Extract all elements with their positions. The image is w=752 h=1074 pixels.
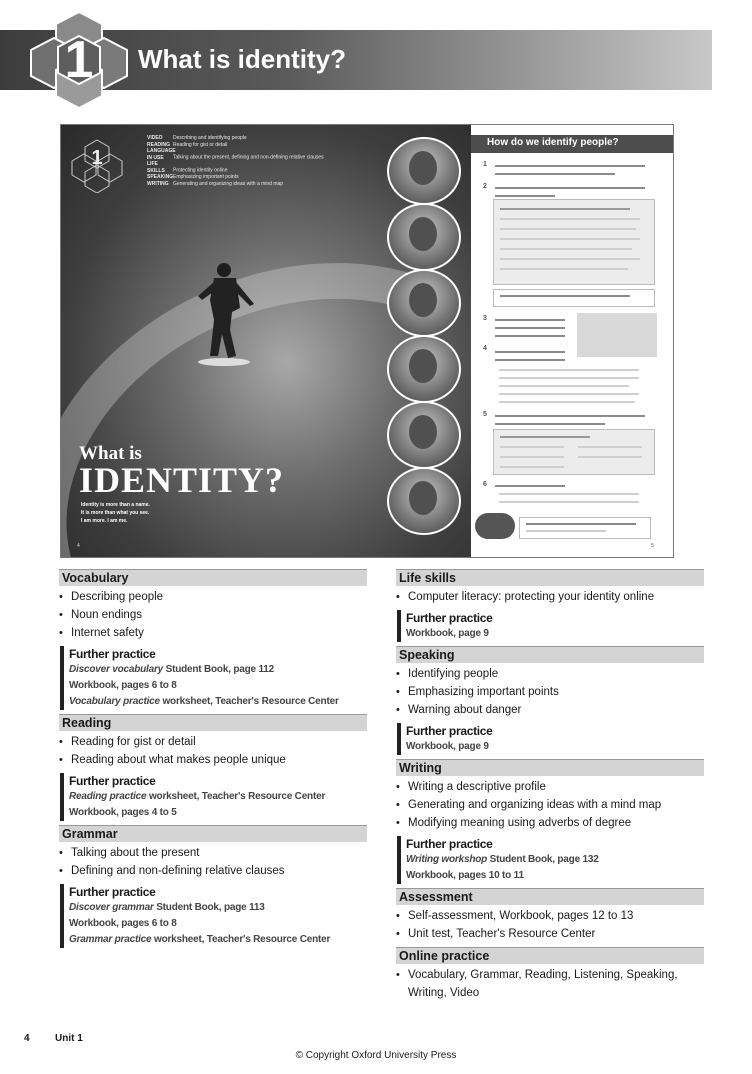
section-heading: Reading — [59, 714, 367, 731]
exercise-number: 2 — [483, 183, 487, 190]
further-practice-title: Further practice — [406, 611, 493, 625]
section-writing — [396, 759, 704, 884]
portrait-e: E — [387, 401, 461, 469]
practice-line: Grammar practice worksheet, Teacher's Resource Center — [69, 934, 331, 945]
list-item: • Reading for gist or detail — [59, 733, 367, 751]
practice-line: Writing workshop Student Book, page 132 — [406, 854, 599, 865]
objectives-list — [147, 135, 324, 187]
objective-row: SPEAKINGEmphasizing important points — [147, 174, 239, 180]
list-item: • Defining and non-defining relative clauses — [59, 862, 367, 880]
practice-line: Reading practice worksheet, Teacher's Resource Center — [69, 791, 326, 802]
practice-line: Workbook, pages 4 to 5 — [69, 807, 177, 818]
activities-header: How do we identify people? — [471, 135, 673, 153]
section-heading: Assessment — [396, 888, 704, 905]
further-practice-title: Further practice — [406, 837, 493, 851]
student-book-spread — [60, 124, 674, 558]
exercise-number: 6 — [483, 481, 487, 488]
right-column — [396, 569, 704, 1006]
item-list — [396, 907, 704, 943]
discover-vocabulary-box — [493, 289, 655, 307]
item-list — [59, 733, 367, 769]
section-heading: Vocabulary — [59, 569, 367, 586]
further-practice-title: Further practice — [69, 647, 156, 661]
section-vocabulary — [59, 569, 367, 710]
exercise-number: 1 — [483, 161, 487, 168]
portrait-b: B — [387, 203, 461, 271]
identities-box — [493, 199, 655, 285]
practice-line: Workbook, pages 6 to 8 — [69, 918, 177, 929]
practice-line: Discover vocabulary Student Book, page 112 — [69, 664, 275, 675]
section-online-practice — [396, 947, 704, 1002]
cover-title-large: IDENTITY? — [79, 460, 285, 500]
list-item: • Talking about the present — [59, 844, 367, 862]
list-item: • Describing people — [59, 588, 367, 606]
portrait-f: F — [387, 467, 461, 535]
copyright-notice: © Copyright Oxford University Press — [295, 1050, 457, 1061]
discover-more-icon — [475, 513, 515, 539]
list-item: • Identifying people — [396, 665, 704, 683]
activities-page — [471, 125, 673, 557]
cover-tagline: Identity is more than a name. It is more than what you see. I am more. I am me. — [81, 502, 150, 524]
practice-line: Workbook, page 9 — [406, 628, 489, 639]
item-list — [396, 966, 704, 1002]
item-list — [59, 588, 367, 642]
right-page-number: 5 — [651, 543, 654, 549]
list-item: • Writing a descriptive profile — [396, 778, 704, 796]
list-item: • Noun endings — [59, 606, 367, 624]
list-item: • Reading about what makes people unique — [59, 751, 367, 769]
further-practice-box — [397, 610, 704, 642]
video-still — [577, 313, 657, 357]
objective-row: WRITING Generating and organizing ideas with a mind map — [147, 180, 284, 187]
objective-row: LANGUAGE IN USE Talking about the present, defining and non-defining relative clauses — [147, 148, 324, 161]
list-item: • Computer literacy: protecting your identity online — [396, 588, 704, 606]
further-practice-box — [60, 646, 367, 710]
further-practice-box — [60, 773, 367, 821]
list-item: • Warning about danger — [396, 701, 704, 719]
surfer-image — [196, 260, 256, 370]
section-heading: Speaking — [396, 646, 704, 663]
objective-row: READING Reading for gist or detail — [147, 141, 228, 148]
section-heading: Writing — [396, 759, 704, 776]
list-item: • Internet safety — [59, 624, 367, 642]
section-life-skills — [396, 569, 704, 642]
further-practice-title: Further practice — [406, 724, 493, 738]
item-list — [59, 844, 367, 880]
section-heading: Online practice — [396, 947, 704, 964]
further-practice-box — [397, 836, 704, 884]
footer-unit-label: Unit 1 — [55, 1033, 83, 1044]
practice-line: Discover grammar Student Book, page 113 — [69, 902, 265, 913]
left-column — [59, 569, 367, 952]
unit-number: 1 — [64, 31, 94, 89]
item-list — [396, 778, 704, 832]
practice-line: Workbook, pages 6 to 8 — [69, 680, 177, 691]
list-item: • Vocabulary, Grammar, Reading, Listening, Speaking, Writing, Video — [396, 966, 704, 1002]
item-list — [396, 588, 704, 606]
exercise-number: 5 — [483, 411, 487, 418]
cover-title-small: What is — [79, 443, 142, 464]
practice-line: Workbook, page 9 — [406, 741, 489, 752]
search-online-box — [519, 517, 651, 539]
section-reading — [59, 714, 367, 821]
section-heading: Life skills — [396, 569, 704, 586]
list-item: • Self-assessment, Workbook, pages 12 to 13 — [396, 907, 704, 925]
left-page-number: 4 — [77, 543, 80, 549]
section-grammar — [59, 825, 367, 948]
key-phrases-box — [493, 429, 655, 475]
objective-row: LIFE SKILLS Protecting identity online — [147, 161, 228, 174]
portrait-d: D — [387, 335, 461, 403]
portrait-c: C — [387, 269, 461, 337]
item-list — [396, 665, 704, 719]
further-practice-box — [397, 723, 704, 755]
portrait-a: A — [387, 137, 461, 205]
further-practice-title: Further practice — [69, 774, 156, 788]
section-assessment — [396, 888, 704, 943]
list-item: • Generating and organizing ideas with a mind map — [396, 796, 704, 814]
exercise-number: 4 — [483, 345, 487, 352]
spread-unit-number: 1 — [91, 147, 103, 169]
list-item: • Emphasizing important points — [396, 683, 704, 701]
practice-line: Vocabulary practice worksheet, Teacher's Resource Center — [69, 696, 339, 707]
list-item: • Unit test, Teacher's Resource Center — [396, 925, 704, 943]
section-speaking — [396, 646, 704, 755]
footer-page-number: 4 — [24, 1033, 30, 1044]
further-practice-title: Further practice — [69, 885, 156, 899]
further-practice-box — [60, 884, 367, 948]
section-heading: Grammar — [59, 825, 367, 842]
exercise-number: 3 — [483, 315, 487, 322]
practice-line: Workbook, pages 10 to 11 — [406, 870, 524, 881]
objective-row: VIDEO Describing and identifying people — [147, 135, 247, 141]
list-item: • Modifying meaning using adverbs of degree — [396, 814, 704, 832]
page-title: What is identity? — [138, 44, 346, 74]
